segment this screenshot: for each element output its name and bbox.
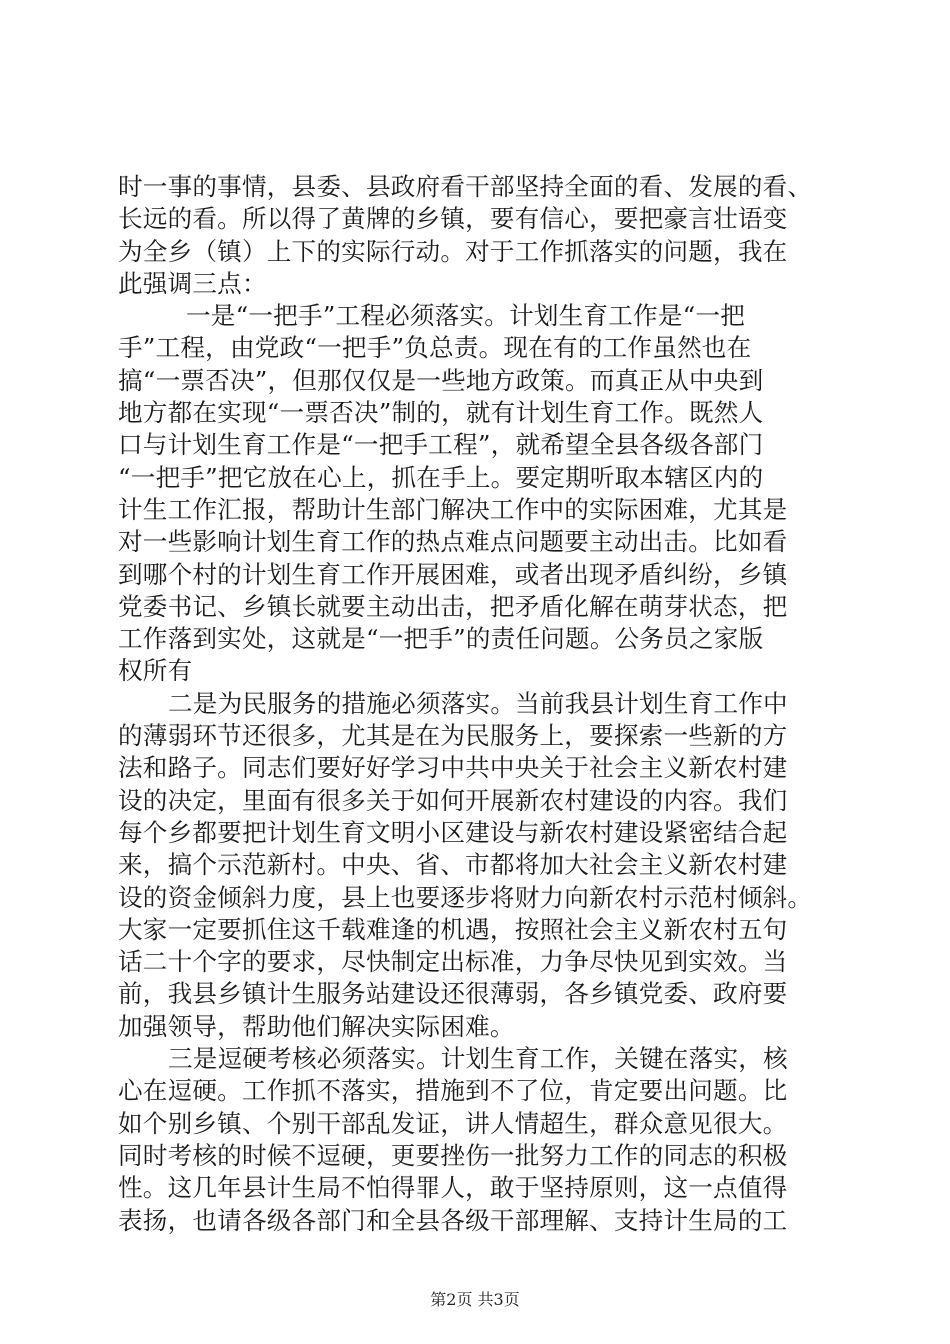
text-line: 每个乡都要把计划生育文明小区建设与新农村建设紧密结合起 <box>118 817 788 847</box>
text-line: 时一事的事情，县委、县政府看干部坚持全面的看、发展的看、 <box>118 172 813 201</box>
text-line: 大家一定要抓住这千载难逢的机遇，按照社会主义新农村五句 <box>118 914 788 944</box>
text-line: 口与计划生育工作是“一把手工程”，就希望全县各级各部门 <box>118 430 764 460</box>
text-line: 性。这几年县计生局不怕得罪人，敢于坚持原则，这一点值得 <box>118 1173 788 1203</box>
text-line: 设的资金倾斜力度，县上也要逐步将财力向新农村示范村倾斜。 <box>118 882 813 912</box>
body-text <box>118 171 836 1237</box>
text-line: 前，我县乡镇计生服务站建设还很薄弱，各乡镇党委、政府要 <box>118 979 788 1009</box>
text-line: 对一些影响计划生育工作的热点难点问题要主动出击。比如看 <box>118 527 788 557</box>
text-line: 工作落到实处，这就是“一把手”的责任问题。公务员之家版 <box>118 624 764 654</box>
page-number-footer: 第2页 共3页 <box>430 1290 520 1309</box>
text-line: 到哪个村的计划生育工作开展困难，或者出现矛盾纠纷，乡镇 <box>118 559 788 589</box>
text-line: 手”工程，由党政“一把手”负总责。现在有的工作虽然也在 <box>118 333 752 363</box>
text-line: 加强领导，帮助他们解决实际困难。 <box>118 1011 515 1041</box>
text-line: 计生工作汇报，帮助计生部门解决工作中的实际困难，尤其是 <box>118 494 788 524</box>
text-line: 设的决定，里面有很多关于如何开展新农村建设的内容。我们 <box>118 785 788 815</box>
text-line: “一把手”把它放在心上，抓在手上。要定期听取本辖区内的 <box>118 462 764 492</box>
paragraph-first-line: 一是“一把手”工程必须落实。计划生育工作是“一把 <box>186 301 745 331</box>
paragraph-first-line: 二是为民服务的措施必须落实。当前我县计划生育工作中 <box>168 688 788 718</box>
text-line: 心在逗硬。工作抓不落实，措施到不了位，肯定要出问题。比 <box>118 1076 788 1106</box>
text-line: 长远的看。所以得了黄牌的乡镇，要有信心，要把豪言壮语变 <box>118 204 788 234</box>
text-line: 来，搞个示范新村。中央、省、市都将加大社会主义新农村建 <box>118 850 788 880</box>
text-line: 话二十个字的要求，尽快制定出标准，力争尽快见到实效。当 <box>118 947 788 977</box>
paragraph-first-line: 三是逗硬考核必须落实。计划生育工作，关键在落实，核 <box>168 1044 788 1074</box>
text-line: 表扬，也请各级各部门和全县各级干部理解、支持计生局的工 <box>118 1205 788 1235</box>
text-line: 搞“一票否决”，但那仅仅是一些地方政策。而真正从中央到 <box>118 365 764 395</box>
text-line: 为全乡（镇）上下的实际行动。对于工作抓落实的问题，我在 <box>118 236 788 266</box>
text-line: 地方都在实现“一票否决”制的，就有计划生育工作。既然人 <box>118 398 764 428</box>
text-line: 同时考核的时候不逗硬，更要挫伤一批努力工作的同志的积极 <box>118 1140 788 1170</box>
text-line: 权所有 <box>118 656 193 686</box>
text-line: 法和路子。同志们要好好学习中共中央关于社会主义新农村建 <box>118 753 788 783</box>
text-line: 的薄弱环节还很多，尤其是在为民服务上，要探索一些新的方 <box>118 721 788 751</box>
text-line: 此强调三点： <box>118 268 267 298</box>
text-line: 如个别乡镇、个别干部乱发证，讲人情超生，群众意见很大。 <box>118 1108 788 1138</box>
text-line: 党委书记、乡镇长就要主动出击，把矛盾化解在萌芽状态，把 <box>118 591 788 621</box>
